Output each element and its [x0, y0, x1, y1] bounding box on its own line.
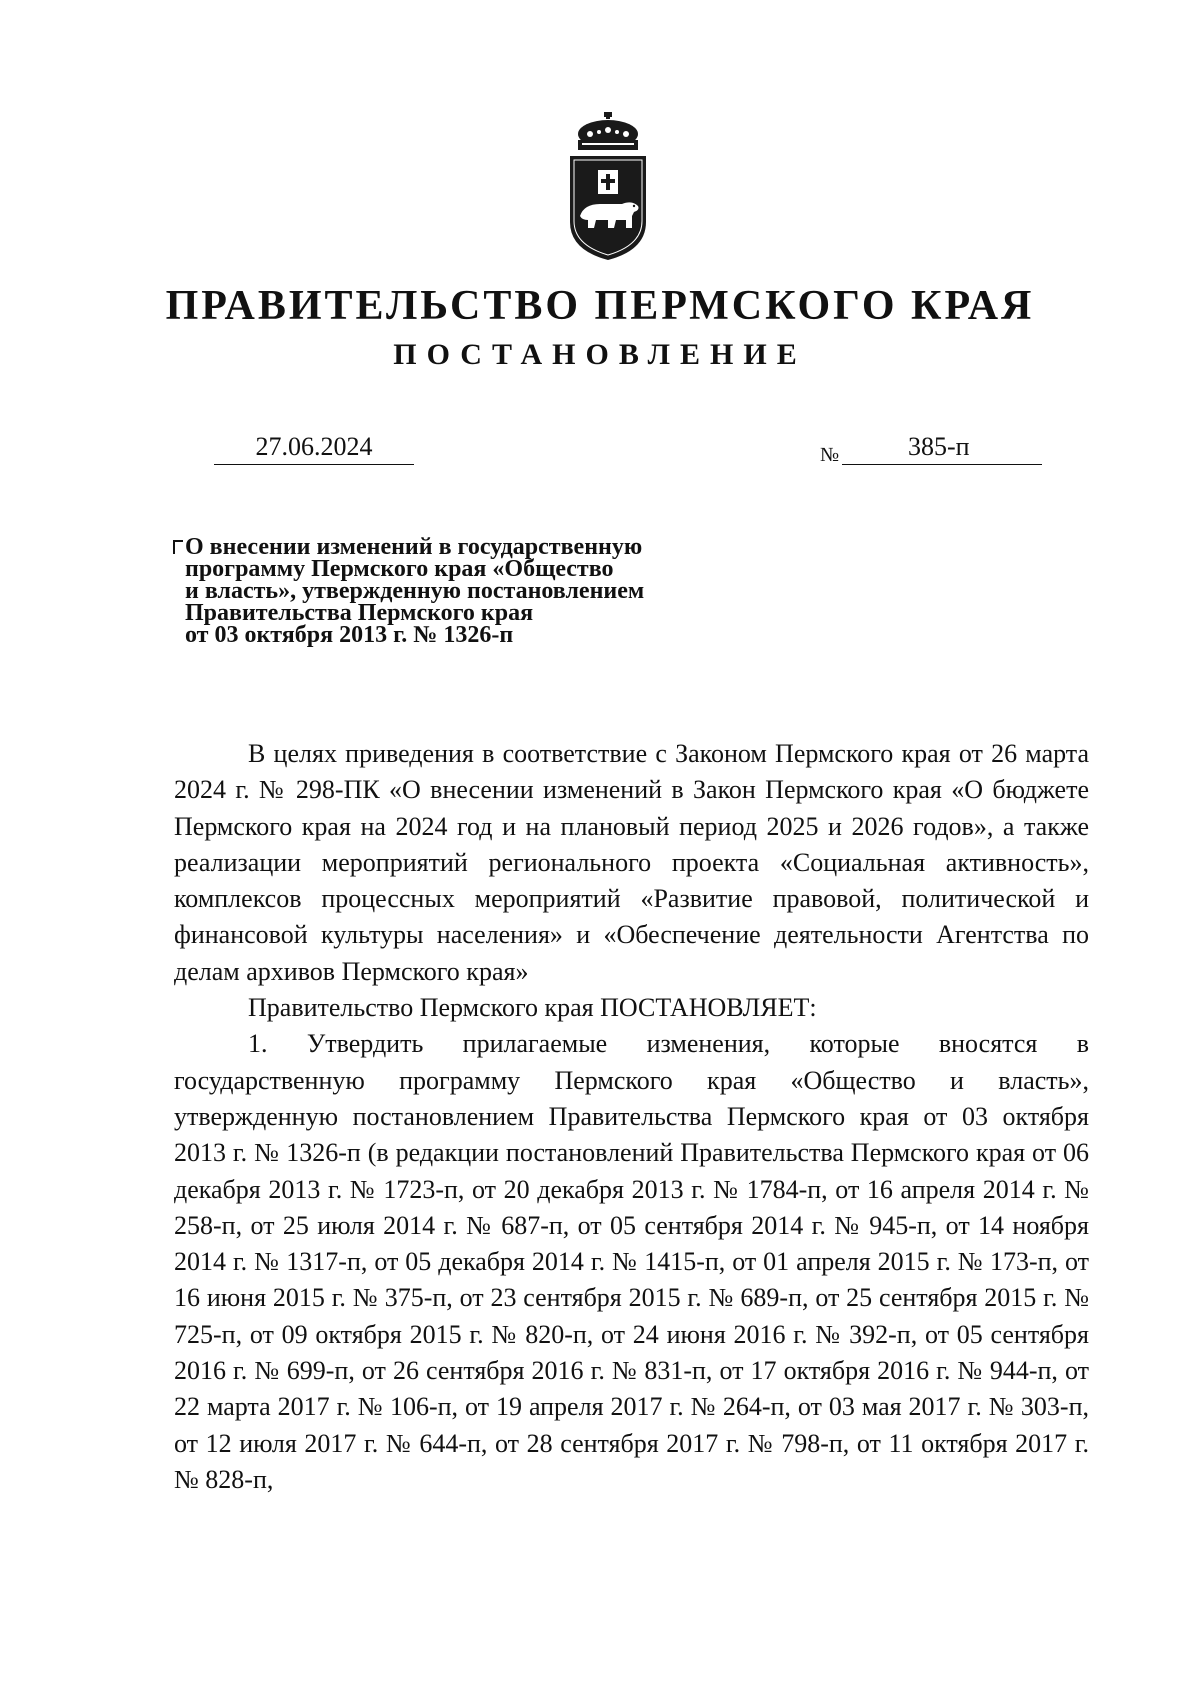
- preamble-paragraph: В целях приведения в соответствие с Законом Пермского края от 26 марта 2024 г. № 298-ПК «О внесении изменений в Закон Пермского края «О бюджете Пермского края на 2024 год и на плановый период 2025 и 2026 годов», а также реализации мероприятий регионального проекта «Социальная активность», комплексов процессных мероприятий «Развитие правовой, политической и финансовой культуры населения» и «Обеспечение деятельности Агентства по делам архивов Пермского края»: [174, 739, 1089, 986]
- item-1-paragraph: 1. Утвердить прилагаемые изменения, которые вносятся в государственную программу Пермского края «Общество и власть», утвержденную постановлением Правительства Пермского края от 03 октября 2013 г. № 1326-п (в редакции постановлений Правительства Пермского края от 06 декабря 2013 г. № 1723-п, от 20 декабря 2013 г. № 1784-п, от 16 апреля 2014 г. № 258-п, от 25 июля 2014 г. № 687-п, от 05 сентября 2014 г. № 945-п, от 14 ноября 2014 г. № 1317-п, от 05 декабря 2014 г. № 1415-п, от 01 апреля 2015 г. № 173-п, от 16 июня 2015 г. № 375-п, от 23 сентября 2015 г. № 689-п, от 25 сентября 2015 г. № 725-п, от 09 октября 2015 г. № 820-п, от 24 июня 2016 г. № 392-п, от 05 сентября 2016 г. № 699-п, от 26 сентября 2016 г. № 831-п, от 17 октября 2016 г. № 944-п, от 22 марта 2017 г. № 106-п, от 19 апреля 2017 г. № 264-п, от 03 мая 2017 г. № 303-п, от 12 июля 2017 г. № 644-п, от 28 сентября 2017 г. № 798-п, от 11 октября 2017 г. № 828-п,: [174, 1029, 1089, 1494]
- number-sign-label: №: [820, 444, 840, 466]
- subject-line: Правительства Пермского края: [185, 600, 534, 626]
- subject-corner-mark: [173, 540, 183, 554]
- resolves-paragraph: Правительство Пермского края ПОСТАНОВЛЯЕТ:: [248, 993, 817, 1023]
- subject-line: и власть», утвержденную постановлением: [185, 578, 645, 604]
- subject-line: программу Пермского края «Общество: [185, 556, 614, 582]
- document-number: 385-п: [842, 430, 1042, 465]
- document-date: 27.06.2024: [214, 430, 414, 465]
- organization-title: ПРАВИТЕЛЬСТВО ПЕРМСКОГО КРАЯ: [165, 283, 1035, 329]
- document-type-heading: ПОСТАНОВЛЕНИЕ: [393, 338, 807, 371]
- coat-of-arms-emblem: [560, 112, 656, 262]
- document-subject: [185, 536, 745, 646]
- subject-line: от 03 октября 2013 г. № 1326-п: [185, 622, 514, 648]
- document-body: [174, 736, 1089, 1498]
- subject-line: О внесении изменений в государственную: [185, 534, 643, 560]
